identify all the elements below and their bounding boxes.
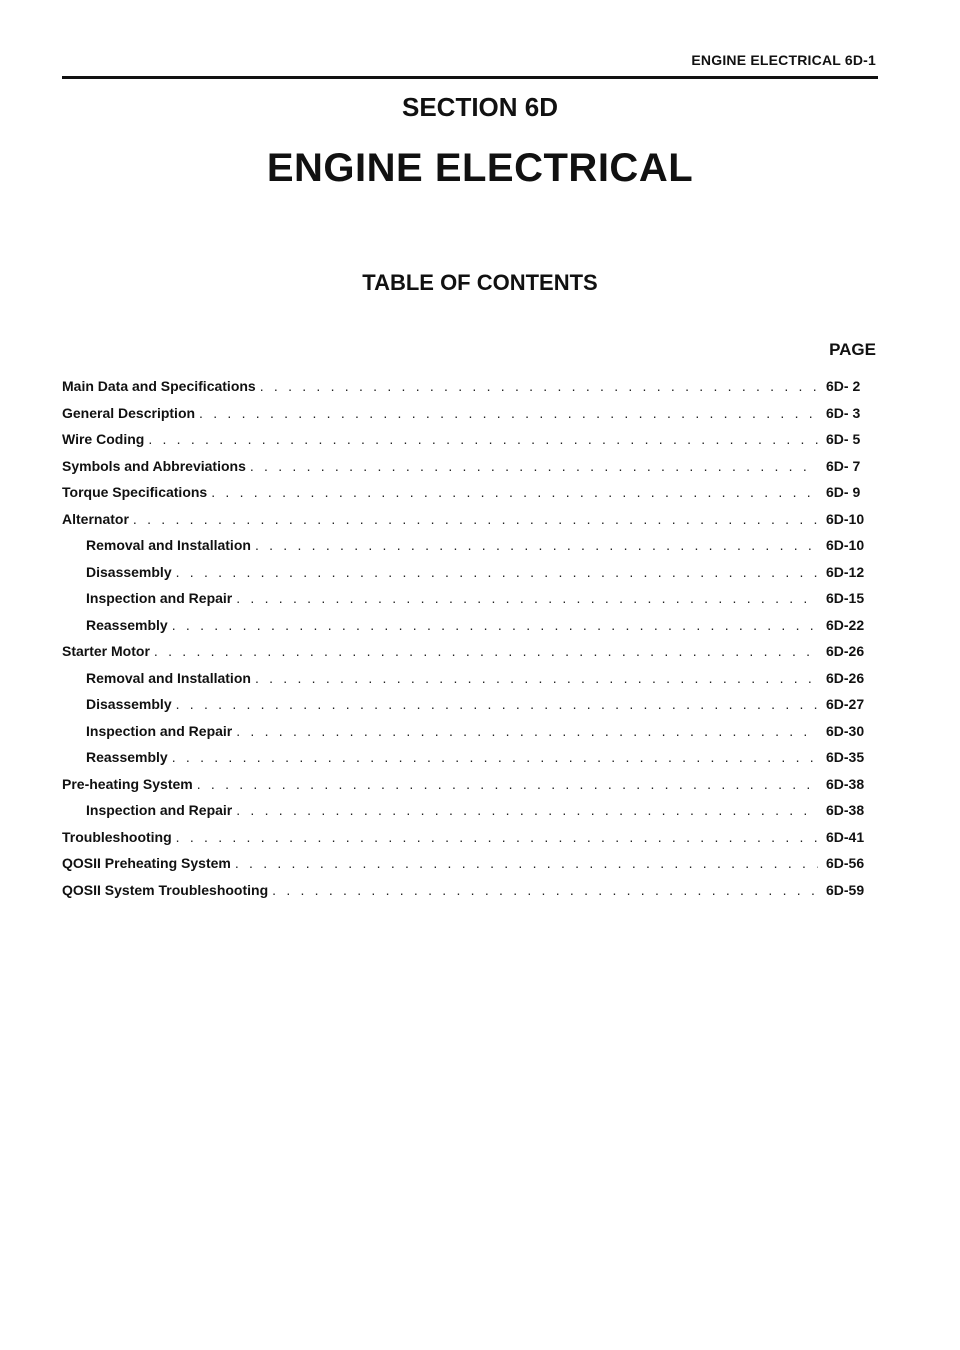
toc-entry-page: 6D-10 [826,510,865,527]
toc-entry-label: Inspection and Repair [86,590,233,606]
toc-entry[interactable] [62,723,878,750]
toc-entry[interactable] [62,484,878,511]
toc-heading: TABLE OF CONTENTS [362,270,598,295]
toc-entry[interactable] [62,802,878,829]
toc-entry[interactable] [62,378,878,405]
dot-leader [197,776,818,792]
toc-entry-page: 6D-26 [826,669,865,686]
toc-entry-page: 6D-38 [826,802,865,818]
dot-leader [260,378,818,394]
toc-entry-label: Inspection and Repair [86,722,233,739]
toc-entry[interactable] [62,405,878,432]
page-column-label: PAGE [829,340,876,359]
header-rule [62,76,878,79]
dot-leader [133,511,818,527]
toc-entry-page: 6D- 9 [826,484,861,500]
toc-entry-label: Inspection and Repair [86,802,233,818]
toc-entry[interactable] [62,564,878,591]
dot-leader [172,617,818,633]
toc-entry[interactable] [62,882,878,909]
toc-entry-page: 6D-59 [826,881,865,898]
toc-entry-label: Reassembly [86,616,168,633]
toc-entry-label: Alternator [62,510,129,527]
toc-entry-label: Troubleshooting [62,828,172,845]
section-heading: SECTION 6D [401,92,559,122]
dot-leader [272,882,818,898]
toc-entry-page: 6D-30 [826,722,865,739]
toc-entry[interactable] [62,670,878,697]
dot-leader [172,749,818,765]
dot-leader [148,431,818,447]
toc-entry-page: 6D-56 [826,855,865,871]
dot-leader [176,696,818,712]
dot-leader [255,537,818,553]
toc-entry[interactable] [62,643,878,670]
toc-entry[interactable] [62,617,878,644]
document-title: ENGINE ELECTRICAL [266,146,694,190]
toc-entry-page: 6D- 2 [826,378,861,394]
toc-entry-label: Pre-heating System [62,775,193,792]
toc-entry[interactable] [62,458,878,485]
toc-entry-label: Reassembly [86,749,168,765]
toc-entry-label: QOSII Preheating System [62,855,231,871]
dot-leader [176,564,818,580]
dot-leader [211,484,818,500]
toc-entry[interactable] [62,511,878,538]
toc-entry-label: Main Data and Specifications [62,378,256,394]
table-of-contents [62,378,878,908]
toc-entry[interactable] [62,590,878,617]
toc-entry[interactable] [62,776,878,803]
toc-entry-label: Disassembly [86,563,172,580]
toc-entry-label: QOSII System Troubleshooting [62,881,269,898]
dot-leader [154,643,818,659]
toc-entry-page: 6D-26 [826,643,865,659]
toc-entry-page: 6D-22 [826,616,865,633]
toc-entry-page: 6D- 3 [826,404,861,421]
dot-leader [255,670,818,686]
toc-entry-page: 6D- 5 [826,431,861,447]
toc-entry-page: 6D-27 [826,696,865,712]
dot-leader [176,829,818,845]
running-head: ENGINE ELECTRICAL 6D-1 [691,52,876,68]
toc-entry-label: Disassembly [86,696,172,712]
toc-entry-page: 6D-41 [826,828,865,845]
toc-entry[interactable] [62,749,878,776]
toc-entry-page: 6D-12 [826,563,865,580]
toc-entry[interactable] [62,696,878,723]
dot-leader [250,458,818,474]
toc-entry[interactable] [62,537,878,564]
toc-entry[interactable] [62,855,878,882]
toc-entry[interactable] [62,829,878,856]
toc-entry-label: Removal and Installation [86,669,251,686]
dot-leader [236,590,818,606]
toc-entry-page: 6D-35 [826,749,865,765]
dot-leader [199,405,818,421]
toc-entry-page: 6D-10 [826,537,865,553]
toc-entry-page: 6D-15 [826,590,865,606]
dot-leader [235,855,818,871]
toc-entry-page: 6D- 7 [826,457,861,474]
toc-entry[interactable] [62,431,878,458]
dot-leader [236,802,818,818]
toc-entry-label: General Description [62,404,196,421]
toc-entry-label: Torque Specifications [62,484,208,500]
toc-entry-label: Removal and Installation [86,537,251,553]
toc-entry-label: Wire Coding [62,431,145,447]
toc-entry-label: Symbols and Abbreviations [62,457,246,474]
toc-entry-page: 6D-38 [826,775,865,792]
dot-leader [236,723,818,739]
toc-entry-label: Starter Motor [62,643,150,659]
